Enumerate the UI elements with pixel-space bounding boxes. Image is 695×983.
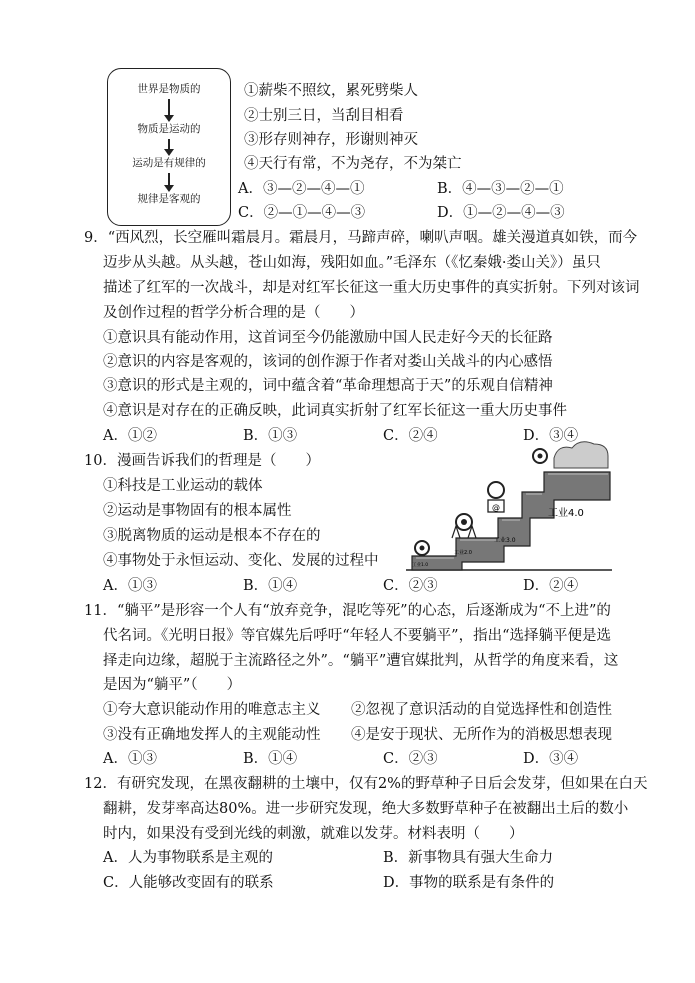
flow-arrow-2 <box>168 139 170 151</box>
q11-stem-line-3: 择走向边缘，超脱于主流路径之外”。“躺平”遭官媒批判，从哲学的角度来看，这 <box>103 653 619 669</box>
stair-shape <box>412 472 610 570</box>
q8-item-4: ④天行有常，不为尧存，不为桀亡 <box>244 156 462 172</box>
label-industry-4: 工业4.0 <box>548 508 584 519</box>
q8-item-3: ③形存则神存，形谢则神灭 <box>244 132 418 148</box>
q11-item-3: ③没有正确地发挥人的主观能动性 <box>103 727 321 743</box>
q9-stem-line-2: 迈步从头越。从头越，苍山如海，残阳如血。”毛泽东（《忆秦娥·娄山关》）虽只 <box>103 255 601 271</box>
q11-item-2: ②忽视了意识活动的自觉选择性和创造性 <box>351 702 612 718</box>
q11-option-b[interactable]: B．①④ <box>243 751 298 767</box>
q11-stem-line-2: 代名词。《光明日报》等官媒先后呼吁“年轻人不要躺平”，指出“选择躺平便是选 <box>103 628 611 644</box>
q11-option-d[interactable]: D．③④ <box>523 751 579 767</box>
q12-stem-line-3: 时内，如果没有受到光线的刺激，就难以发芽。材料表明（ ） <box>103 826 524 842</box>
flow-step-4: 规律是客观的 <box>137 193 201 205</box>
q10-stem: 10．漫画告诉我们的哲理是（ ） <box>84 453 320 469</box>
q11-stem-line-4: 是因为“躺平”（ ） <box>103 677 242 693</box>
svg-text:@: @ <box>492 503 500 512</box>
flow-diagram-box <box>107 68 231 226</box>
q9-item-4: ④意识是对存在的正确反映，此词真实折射了红军长征这一重大历史事件 <box>103 403 567 419</box>
q12-option-d[interactable]: D．事物的联系是有条件的 <box>383 875 555 891</box>
q12-option-c[interactable]: C．人能够改变固有的联系 <box>103 875 274 891</box>
q12-stem-line-2: 翻耕，发芽率高达80%。进一步研究发现，绝大多数野草种子在被翻出土后的数小 <box>103 801 629 817</box>
q9-option-c[interactable]: C．②④ <box>383 428 438 444</box>
q10-item-2: ②运动是事物固有的根本属性 <box>103 503 292 519</box>
q12-option-b[interactable]: B．新事物具有强大生命力 <box>383 850 554 866</box>
q9-option-d[interactable]: D．③④ <box>523 428 579 444</box>
q10-option-c[interactable]: C．②③ <box>383 578 438 594</box>
q9-stem-line-3: 描述了红军的一次战斗，却是对红军长征这一重大历史事件的真实折射。下列对该词 <box>103 280 640 296</box>
q9-option-a[interactable]: A．①② <box>103 428 157 444</box>
q10-item-3: ③脱离物质的运动是根本不存在的 <box>103 528 321 544</box>
q11-item-4: ④是安于现状、无所作为的消极思想表现 <box>351 727 612 743</box>
q8-option-c[interactable]: C．②—①—④—③ <box>238 205 366 221</box>
q10-item-4: ④事物处于永恒运动、变化、发展的过程中 <box>103 553 379 569</box>
q10-option-b[interactable]: B．①④ <box>243 578 298 594</box>
q10-option-a[interactable]: A．①③ <box>103 578 157 594</box>
q9-stem-line-4: 及创作过程的哲学分析合理的是（ ） <box>103 305 364 321</box>
q9-item-2: ②意识的内容是客观的，该词的创作源于作者对娄山关战斗的内心感悟 <box>103 354 553 370</box>
flow-arrow-3 <box>168 173 170 187</box>
label-industry-3: 工业3.0 <box>494 537 516 544</box>
q9-item-1: ①意识具有能动作用，这首词至今仍能激励中国人民走好今天的长征路 <box>103 330 553 346</box>
q8-item-1: ①薪柴不照纹，累死劈柴人 <box>244 83 418 99</box>
flow-arrow-1 <box>168 99 170 117</box>
q11-stem-line-1: 11．“躺平”是形容一个人有“放弃竞争，混吃等死”的心态，后逐渐成为“不上进”的 <box>84 603 611 619</box>
cloud-icon <box>554 442 608 468</box>
q8-item-2: ②士别三日，当刮目相看 <box>244 108 404 124</box>
q9-option-b[interactable]: B．①③ <box>243 428 298 444</box>
q9-item-3: ③意识的形式是主观的，词中蕴含着“革命理想高于天”的乐观自信精神 <box>103 378 553 394</box>
flow-step-3: 运动是有规律的 <box>132 157 206 169</box>
q8-option-b[interactable]: B．④—③—②—① <box>437 181 564 197</box>
gear-icon <box>488 482 504 498</box>
q12-stem-line-1: 12．有研究发现，在黑夜翻耕的土壤中，仅有2%的野草种子日后会发芽，但如果在白天 <box>84 776 648 792</box>
q11-option-c[interactable]: C．②③ <box>383 751 438 767</box>
q10-item-1: ①科技是工业运动的载体 <box>103 478 263 494</box>
q9-stem-line-1: 9．“西风烈，长空雁叫霜晨月。霜晨月，马蹄声碎，喇叭声咽。雄关漫道真如铁，而今 <box>84 230 638 246</box>
label-industry-1: 工业1.0 <box>412 563 429 568</box>
q11-option-a[interactable]: A．①③ <box>103 751 157 767</box>
industry-cartoon <box>404 438 614 574</box>
q10-option-d[interactable]: D．②④ <box>523 578 579 594</box>
q8-option-d[interactable]: D．①—②—④—③ <box>437 205 565 221</box>
q12-option-a[interactable]: A．人为事物联系是主观的 <box>103 850 273 866</box>
flow-step-2: 物质是运动的 <box>137 123 201 135</box>
q8-option-a[interactable]: A．③—②—④—① <box>238 181 365 197</box>
label-industry-2: 工业2.0 <box>454 550 472 556</box>
q11-item-1: ①夸大意识能动作用的唯意志主义 <box>103 702 321 718</box>
flow-step-1: 世界是物质的 <box>137 83 201 95</box>
